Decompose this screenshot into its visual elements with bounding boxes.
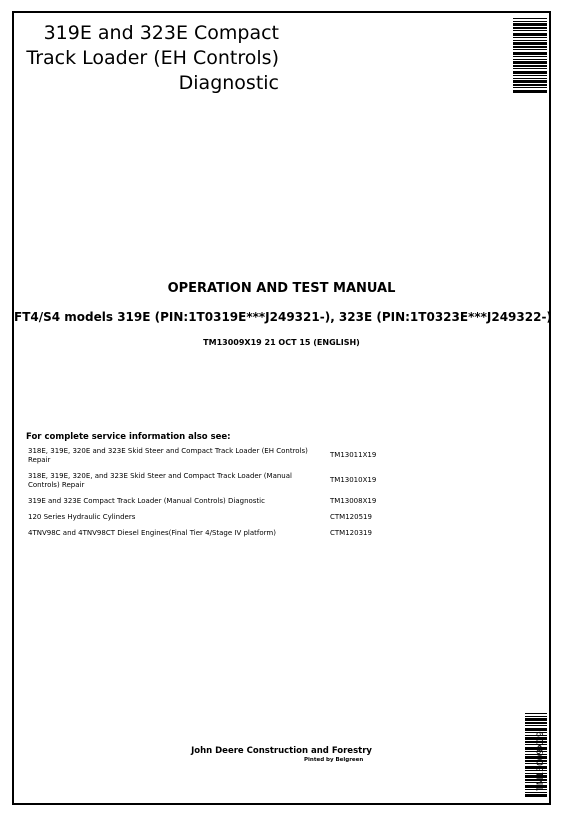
printed-by: Pinted by Belgreen	[304, 757, 364, 763]
publisher: John Deere Construction and Forestry	[191, 746, 372, 756]
models-line: FT4/S4 models 319E (PIN:1T0319E***J249321-), 323E (PIN:1T0323E***J249322-)	[14, 310, 552, 324]
title-line-2: Track Loader (EH Controls)	[26, 47, 279, 69]
reference-code: CTM120319	[330, 529, 372, 537]
barcode-text-label: TM13009X19	[536, 731, 546, 791]
references-heading: For complete service information also see:	[26, 432, 231, 442]
reference-code: TM13010X19	[330, 476, 377, 484]
reference-code: CTM120519	[330, 513, 372, 521]
barcode-top	[513, 18, 547, 93]
reference-title: 319E and 323E Compact Track Loader (Manual Controls) Diagnostic	[28, 497, 265, 505]
reference-code: TM13008X19	[330, 497, 377, 505]
reference-title: 4TNV98C and 4TNV98CT Diesel Engines(Final Tier 4/Stage IV platform)	[28, 529, 276, 537]
manual-type-heading: OPERATION AND TEST MANUAL	[167, 281, 396, 296]
reference-code: TM13011X19	[330, 451, 377, 459]
reference-title: 120 Series Hydraulic Cylinders	[28, 513, 136, 521]
manual-cover-page	[12, 11, 551, 805]
title-line-3: Diagnostic	[178, 72, 279, 94]
document-id: TM13009X19 21 OCT 15 (ENGLISH)	[203, 338, 360, 347]
reference-title: 318E, 319E, 320E and 323E Skid Steer and Compact Track Loader (EH Controls) Repair	[28, 447, 308, 464]
barcode-text	[533, 721, 549, 801]
title-line-1: 319E and 323E Compact	[43, 22, 279, 44]
reference-title: 318E, 319E, 320E, and 323E Skid Steer and Compact Track Loader (Manual Controls) Repair	[28, 472, 292, 489]
manual-title	[26, 21, 279, 96]
